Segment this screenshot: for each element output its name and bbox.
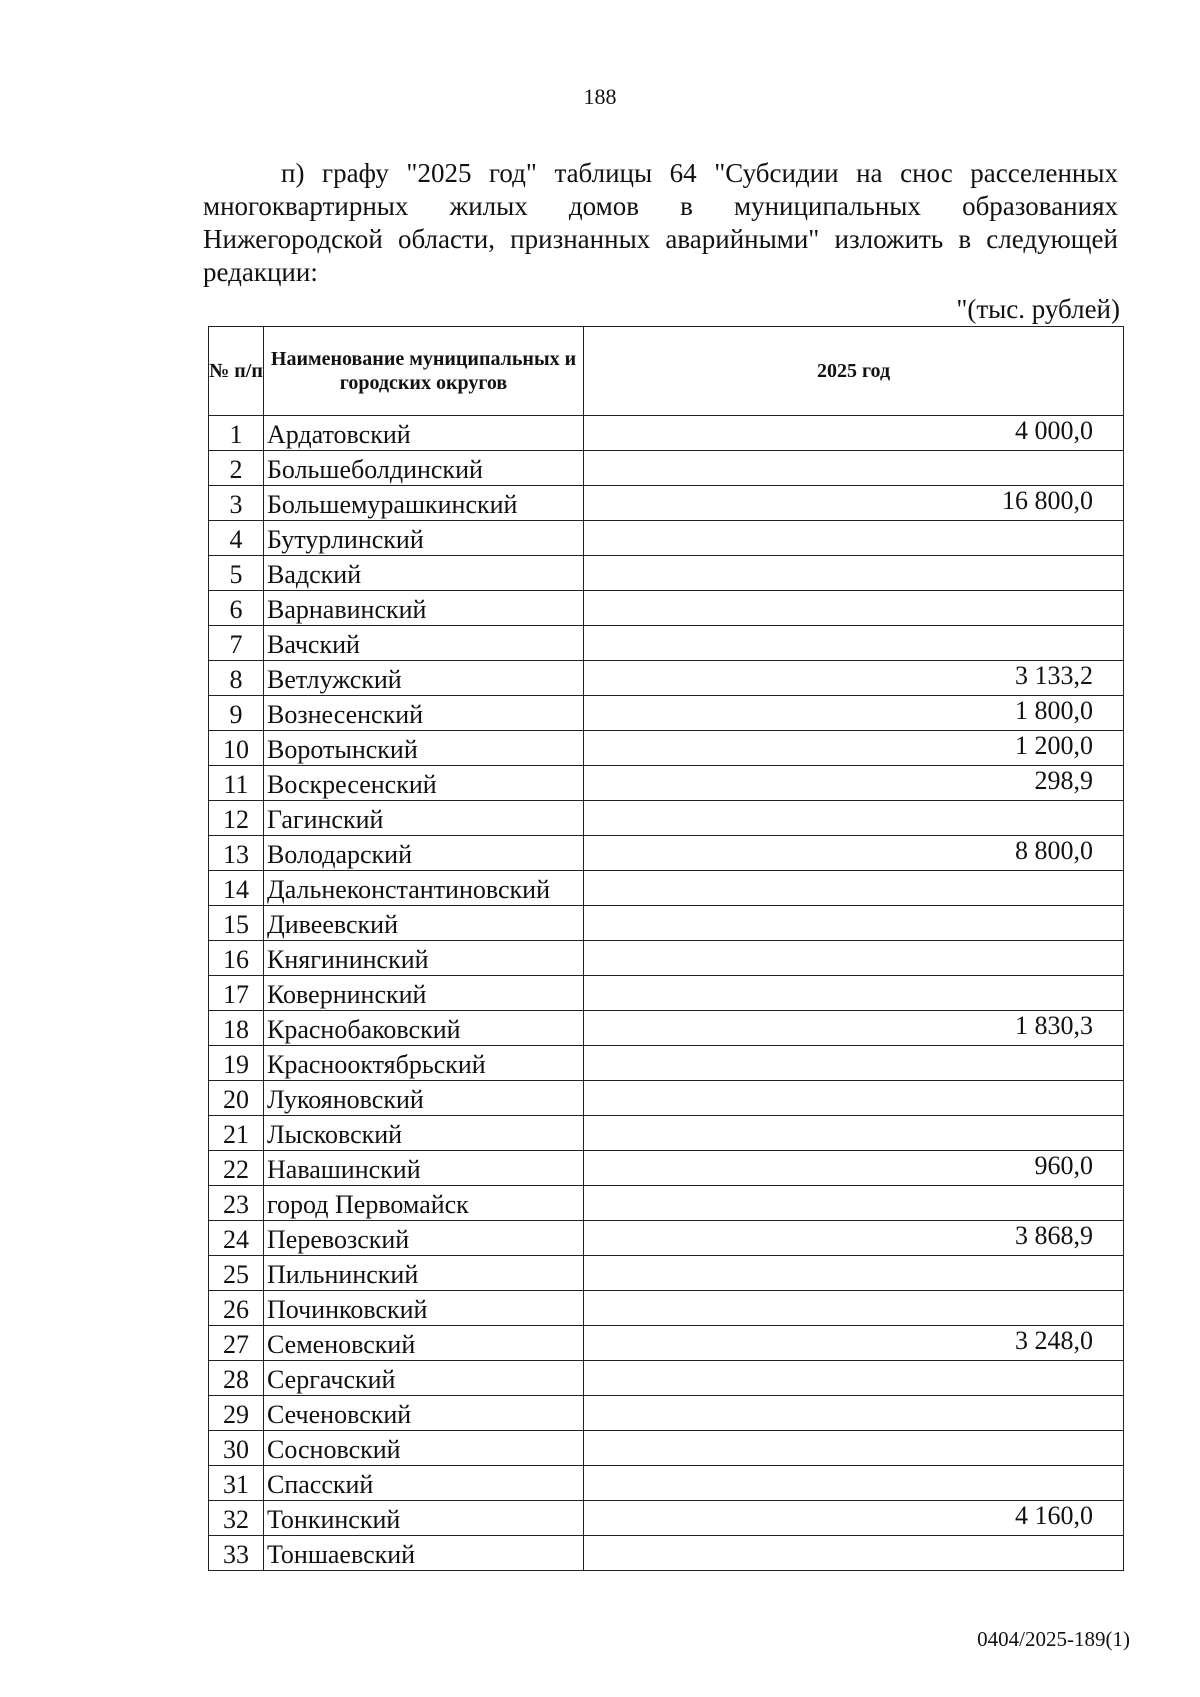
- row-municipality: Дальнеконстантиновский: [264, 871, 584, 906]
- row-municipality: Вачский: [264, 626, 584, 661]
- row-number: 8: [209, 661, 264, 696]
- table-row: [209, 1221, 1124, 1256]
- row-amount: [584, 1431, 1124, 1466]
- table-row: [209, 976, 1124, 1011]
- row-amount: 1 800,0: [584, 696, 1124, 731]
- row-municipality: Варнавинский: [264, 591, 584, 626]
- table-row: [209, 486, 1124, 521]
- row-number: 25: [209, 1256, 264, 1291]
- table-row: [209, 801, 1124, 836]
- row-municipality: Большемурашкинский: [264, 486, 584, 521]
- row-municipality: Вознесенский: [264, 696, 584, 731]
- row-municipality: Навашинский: [264, 1151, 584, 1186]
- table-row: [209, 1326, 1124, 1361]
- row-amount: 3 868,9: [584, 1221, 1124, 1256]
- row-number: 3: [209, 486, 264, 521]
- row-municipality: Бутурлинский: [264, 521, 584, 556]
- row-amount: [584, 941, 1124, 976]
- row-number: 31: [209, 1466, 264, 1501]
- row-amount: [584, 801, 1124, 836]
- row-amount: [584, 1186, 1124, 1221]
- table-row: [209, 1396, 1124, 1431]
- row-municipality: Сергачский: [264, 1361, 584, 1396]
- row-number: 9: [209, 696, 264, 731]
- row-amount: [584, 976, 1124, 1011]
- row-amount: [584, 1291, 1124, 1326]
- row-number: 17: [209, 976, 264, 1011]
- table-row: [209, 556, 1124, 591]
- table-row: [209, 941, 1124, 976]
- row-number: 30: [209, 1431, 264, 1466]
- table-row: [209, 1466, 1124, 1501]
- row-amount: [584, 1361, 1124, 1396]
- row-amount: [584, 871, 1124, 906]
- row-municipality: Тоншаевский: [264, 1536, 584, 1571]
- intro-paragraph: п) графу "2025 год" таблицы 64 "Субсидии на снос расселенных многоквартирных жилых домов в муниципальных образованиях Нижегородской области, признанных аварийными" изложить в следующей редакции:: [203, 158, 1118, 287]
- row-municipality: Воротынский: [264, 731, 584, 766]
- row-municipality: Перевозский: [264, 1221, 584, 1256]
- row-number: 5: [209, 556, 264, 591]
- row-amount: [584, 451, 1124, 486]
- row-number: 16: [209, 941, 264, 976]
- header-name: Наименование муниципальных и городских округов: [264, 327, 584, 416]
- row-amount: [584, 556, 1124, 591]
- row-amount: [584, 1116, 1124, 1151]
- row-municipality: Пильнинский: [264, 1256, 584, 1291]
- row-municipality: Дивеевский: [264, 906, 584, 941]
- row-number: 20: [209, 1081, 264, 1116]
- row-municipality: Вадский: [264, 556, 584, 591]
- table-row: [209, 661, 1124, 696]
- row-number: 18: [209, 1011, 264, 1046]
- row-amount: [584, 1046, 1124, 1081]
- row-amount: [584, 626, 1124, 661]
- row-municipality: Воскресенский: [264, 766, 584, 801]
- row-amount: 8 800,0: [584, 836, 1124, 871]
- table-row: [209, 766, 1124, 801]
- row-municipality: Краснобаковский: [264, 1011, 584, 1046]
- row-number: 27: [209, 1326, 264, 1361]
- table-row: [209, 1431, 1124, 1466]
- table-body: [209, 416, 1124, 1571]
- table-row: [209, 836, 1124, 871]
- row-number: 29: [209, 1396, 264, 1431]
- row-number: 6: [209, 591, 264, 626]
- table-row: [209, 1011, 1124, 1046]
- row-number: 1: [209, 416, 264, 451]
- row-municipality: Спасский: [264, 1466, 584, 1501]
- row-municipality: город Первомайск: [264, 1186, 584, 1221]
- table-row: [209, 451, 1124, 486]
- row-number: 10: [209, 731, 264, 766]
- row-municipality: Сеченовский: [264, 1396, 584, 1431]
- row-municipality: Ардатовский: [264, 416, 584, 451]
- row-number: 2: [209, 451, 264, 486]
- document-code: 0404/2025-189(1): [977, 1627, 1130, 1651]
- row-number: 13: [209, 836, 264, 871]
- row-number: 26: [209, 1291, 264, 1326]
- row-number: 12: [209, 801, 264, 836]
- table-row: [209, 696, 1124, 731]
- row-number: 19: [209, 1046, 264, 1081]
- row-municipality: Тонкинский: [264, 1501, 584, 1536]
- row-amount: [584, 1081, 1124, 1116]
- row-municipality: Ветлужский: [264, 661, 584, 696]
- table-row: [209, 731, 1124, 766]
- row-number: 22: [209, 1151, 264, 1186]
- row-number: 32: [209, 1501, 264, 1536]
- row-amount: [584, 1396, 1124, 1431]
- table-row: [209, 1536, 1124, 1571]
- table-row: [209, 1081, 1124, 1116]
- table-row: [209, 626, 1124, 661]
- header-value: 2025 год: [584, 327, 1124, 416]
- row-number: 21: [209, 1116, 264, 1151]
- table-row: [209, 1291, 1124, 1326]
- table-row: [209, 416, 1124, 451]
- header-num: № п/п: [209, 327, 264, 416]
- table-row: [209, 1256, 1124, 1291]
- row-amount: 298,9: [584, 766, 1124, 801]
- row-number: 24: [209, 1221, 264, 1256]
- row-amount: [584, 1536, 1124, 1571]
- table-row: [209, 1046, 1124, 1081]
- units-note: "(тыс. рублей): [956, 294, 1120, 324]
- row-number: 7: [209, 626, 264, 661]
- row-amount: 4 160,0: [584, 1501, 1124, 1536]
- row-municipality: Семеновский: [264, 1326, 584, 1361]
- row-number: 11: [209, 766, 264, 801]
- row-municipality: Краснооктябрьский: [264, 1046, 584, 1081]
- table-row: [209, 1501, 1124, 1536]
- row-amount: [584, 591, 1124, 626]
- subsidy-table: [208, 326, 1124, 1571]
- row-municipality: Ковернинский: [264, 976, 584, 1011]
- row-municipality: Сосновский: [264, 1431, 584, 1466]
- row-municipality: Лукояновский: [264, 1081, 584, 1116]
- row-amount: 4 000,0: [584, 416, 1124, 451]
- row-amount: 3 248,0: [584, 1326, 1124, 1361]
- table-row: [209, 1116, 1124, 1151]
- row-amount: 16 800,0: [584, 486, 1124, 521]
- row-number: 33: [209, 1536, 264, 1571]
- row-amount: [584, 521, 1124, 556]
- row-number: 23: [209, 1186, 264, 1221]
- row-municipality: Лысковский: [264, 1116, 584, 1151]
- table-row: [209, 521, 1124, 556]
- table-row: [209, 591, 1124, 626]
- table-row: [209, 1151, 1124, 1186]
- row-amount: 3 133,2: [584, 661, 1124, 696]
- row-amount: [584, 1466, 1124, 1501]
- row-municipality: Володарский: [264, 836, 584, 871]
- row-number: 4: [209, 521, 264, 556]
- row-amount: [584, 1256, 1124, 1291]
- row-number: 14: [209, 871, 264, 906]
- row-number: 15: [209, 906, 264, 941]
- row-municipality: Княгининский: [264, 941, 584, 976]
- page-number: 188: [583, 84, 617, 109]
- row-municipality: Большеболдинский: [264, 451, 584, 486]
- row-municipality: Гагинский: [264, 801, 584, 836]
- row-amount: 1 830,3: [584, 1011, 1124, 1046]
- row-amount: 1 200,0: [584, 731, 1124, 766]
- table-row: [209, 1361, 1124, 1396]
- table-row: [209, 906, 1124, 941]
- table-header-row: [209, 327, 1124, 416]
- table-row: [209, 1186, 1124, 1221]
- row-number: 28: [209, 1361, 264, 1396]
- row-municipality: Починковский: [264, 1291, 584, 1326]
- table-row: [209, 871, 1124, 906]
- row-amount: [584, 906, 1124, 941]
- row-amount: 960,0: [584, 1151, 1124, 1186]
